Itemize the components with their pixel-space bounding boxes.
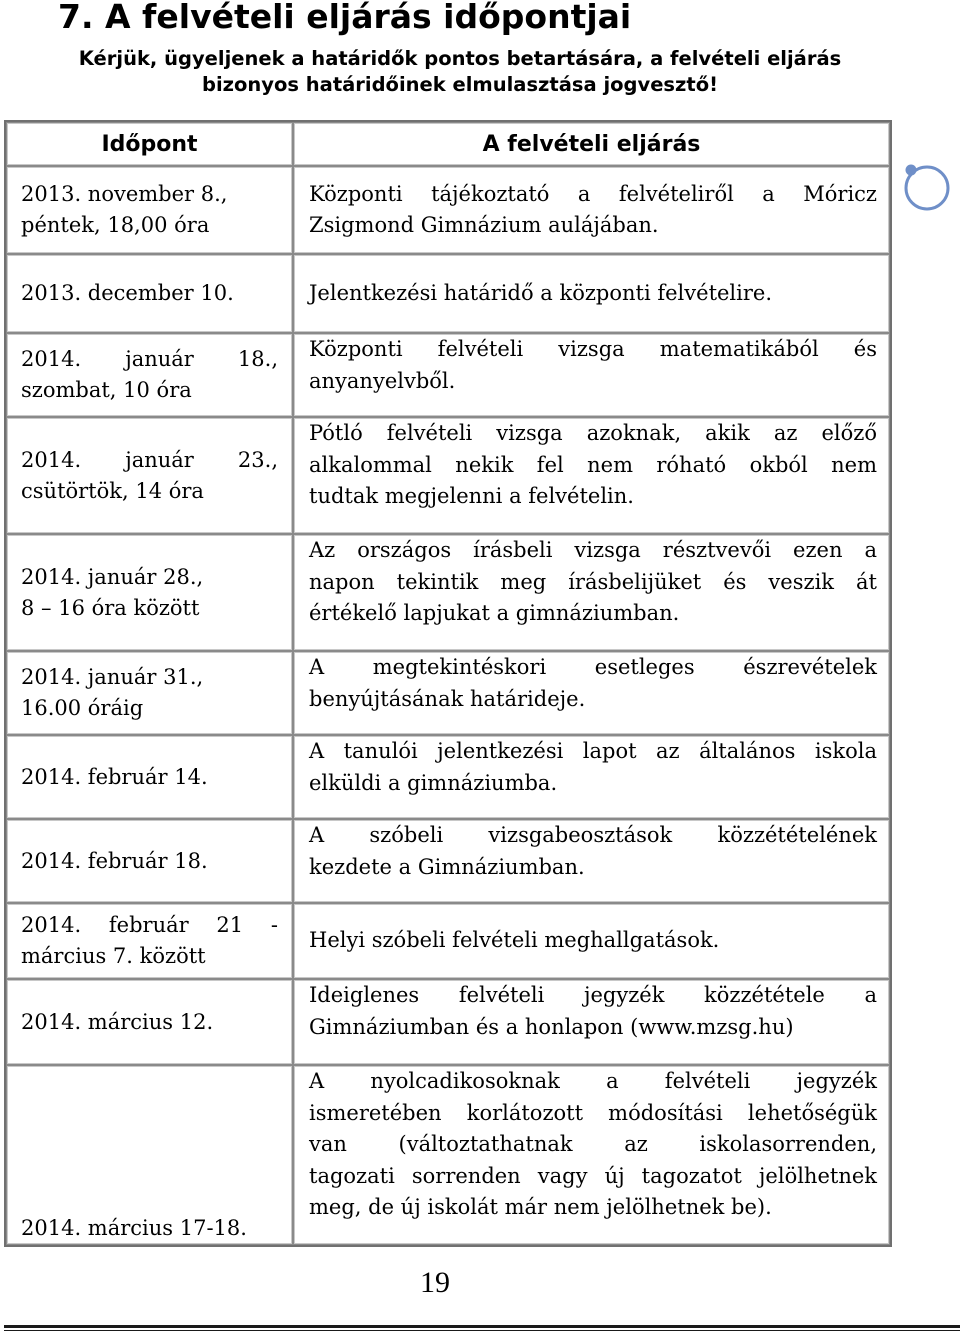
event-line: elküldi a gimnáziumba. — [309, 770, 558, 795]
date-cell — [6, 819, 293, 903]
section-heading: 7. A felvételi eljárás időpontjai — [58, 0, 632, 36]
event-cell — [293, 417, 890, 534]
table-header-row — [6, 122, 890, 166]
date-cell — [6, 1065, 293, 1245]
date-line: 2014. február 14. — [21, 764, 208, 789]
date-cell — [6, 735, 293, 819]
event-cell — [293, 735, 890, 819]
event-cell — [293, 979, 890, 1065]
event-line: tudtak megjelenni a felvételin. — [309, 484, 634, 508]
event-line: van (változtathatnak az iskolasorrenden, — [309, 1132, 877, 1156]
date-line: 2014. február 21 - — [21, 913, 278, 937]
event-cell — [293, 166, 890, 254]
event-line: anyanyelvből. — [309, 368, 456, 393]
table-row — [6, 254, 890, 333]
column-header-date: Időpont — [6, 122, 293, 166]
event-line: Központi felvételi vizsga matematikából és — [309, 337, 877, 361]
event-cell — [293, 651, 890, 735]
event-line: meg, de új iskolát már nem jelölhetnek be). — [309, 1195, 772, 1219]
event-line: Jelentkezési határidő a központi felvételire. — [309, 280, 773, 305]
warning-line: Kérjük, ügyeljenek a határidők pontos betartására, a felvételi eljárás — [78, 47, 842, 70]
date-line: 2014. március 12. — [21, 1009, 214, 1034]
event-line: Ideiglenes felvételi jegyzék közzététele a — [309, 983, 877, 1007]
table-row — [6, 979, 890, 1065]
date-line: 2013. december 10. — [21, 281, 234, 305]
date-line: 2014. február 18. — [21, 848, 208, 873]
date-line: 2014. január 23., — [21, 447, 278, 472]
table-row — [6, 651, 890, 735]
table-row — [6, 903, 890, 979]
column-header-event: A felvételi eljárás — [293, 122, 890, 166]
date-line: 2014. január 31., — [21, 665, 204, 689]
date-cell — [6, 417, 293, 534]
event-line: ismeretében korlátozott módosítási lehetőségük — [309, 1100, 877, 1125]
decorative-circle-icon — [900, 162, 950, 212]
event-line: Az országos írásbeli vizsga résztvevői ezen a — [309, 538, 877, 562]
date-cell — [6, 254, 293, 333]
event-line: alkalommal nekik fel nem róható okból nem — [309, 452, 877, 477]
event-line: értékelő lapjukat a gimnáziumban. — [309, 601, 680, 625]
event-cell — [293, 534, 890, 651]
table-row — [6, 534, 890, 651]
page-number: 19 — [420, 1266, 450, 1299]
table-row — [6, 333, 890, 417]
footer-rule — [4, 1325, 960, 1328]
date-line: 8 – 16 óra között — [21, 595, 200, 620]
event-line: A megtekintéskori esetleges észrevételek — [309, 655, 877, 679]
date-cell — [6, 651, 293, 735]
event-line: tagozati sorrenden vagy új tagozatot jelölhetnek — [309, 1163, 877, 1188]
table-row — [6, 166, 890, 254]
date-cell — [6, 534, 293, 651]
event-line: A szóbeli vizsgabeosztások közzétételének — [309, 823, 877, 847]
event-line: Központi tájékoztató a felvételiről a Móricz — [309, 181, 877, 206]
event-line: Gimnáziumban és a honlapon (www.mzsg.hu) — [309, 1014, 794, 1039]
date-line: 2014. január 28., — [21, 564, 204, 589]
date-line: 2014. január 18., — [21, 347, 278, 371]
table-row — [6, 1065, 890, 1245]
event-line: benyújtásának határideje. — [309, 686, 586, 711]
table-row — [6, 819, 890, 903]
event-line: A nyolcadikosoknak a felvételi jegyzék — [309, 1069, 877, 1093]
footer-rule-thin — [4, 1330, 960, 1331]
event-line: A tanulói jelentkezési lapot az általános iskola — [309, 739, 877, 763]
date-line: március 7. között — [21, 944, 206, 968]
event-cell — [293, 903, 890, 979]
date-line: 16.00 óráig — [21, 696, 144, 720]
warning-line: bizonyos határidőinek elmulasztása jogvesztő! — [202, 73, 718, 96]
date-line: 2013. november 8., — [21, 182, 228, 206]
date-cell — [6, 979, 293, 1065]
event-cell — [293, 254, 890, 333]
schedule-table — [4, 120, 892, 1247]
date-line: 2014. március 17-18. — [21, 1216, 247, 1240]
table-row — [6, 417, 890, 534]
deadline-warning — [40, 46, 880, 98]
date-line: péntek, 18,00 óra — [21, 213, 210, 237]
date-cell — [6, 903, 293, 979]
table-row — [6, 735, 890, 819]
date-cell — [6, 333, 293, 417]
event-cell — [293, 333, 890, 417]
event-cell — [293, 1065, 890, 1245]
event-line: napon tekintik meg írásbelijüket és veszik át — [309, 569, 877, 594]
date-cell — [6, 166, 293, 254]
event-line: Helyi szóbeli felvételi meghallgatások. — [309, 928, 720, 953]
event-line: Zsigmond Gimnázium aulájában. — [309, 213, 659, 237]
date-line: csütörtök, 14 óra — [21, 478, 204, 503]
event-line: Pótló felvételi vizsga azoknak, akik az előző — [309, 421, 877, 445]
event-line: kezdete a Gimnáziumban. — [309, 854, 585, 879]
date-line: szombat, 10 óra — [21, 378, 192, 402]
event-cell — [293, 819, 890, 903]
